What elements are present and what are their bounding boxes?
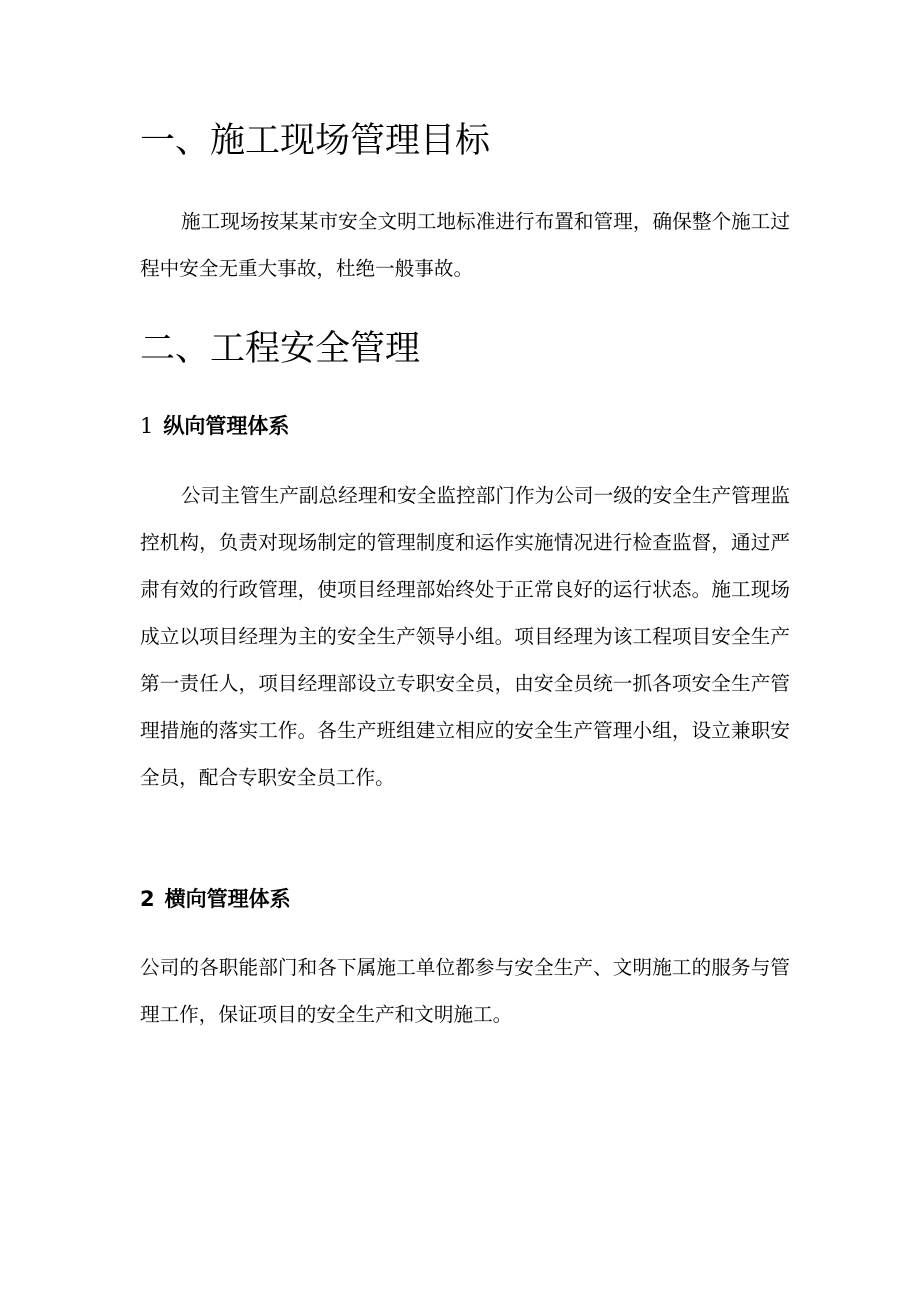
subsection-title: 横向管理体系 [164,887,291,911]
subsection-paragraph-horizontal-system: 公司的各职能部门和各下属施工单位都参与安全生产、文明施工的服务与管理工作，保证项目的安全生产和文明施工。 [140,956,790,1026]
subsection-heading-vertical-system [140,411,790,441]
subsection-paragraph-vertical-system: 公司主管生产副总经理和安全监控部门作为公司一级的安全生产管理监控机构，负责对现场制定的管理制度和运作实施情况进行检查监督，通过严肃有效的行政管理，使项目经理部始终处于正常良好的运行状态。施工现场成立以项目经理为主的安全生产领导小组。项目经理为该工程项目安全生产第一责任人，项目经理部设立专职安全员，由安全员统一抓各项安全生产管理措施的落实工作。各生产班组建立相应的安全生产管理小组，设立兼职安全员，配合专职安全员工作。 [140,484,790,789]
section-paragraph-site-management-goal: 施工现场按某某市安全文明工地标准进行布置和管理，确保整个施工过程中安全无重大事故，杜绝一般事故。 [140,210,790,280]
subsection-heading-horizontal-system [140,884,790,914]
subsection-number: 2 [140,887,155,911]
section-heading-safety-management: 二、工程安全管理 [140,329,421,369]
subsection-number: 1 [140,414,154,438]
section-heading-site-management-goal: 一、施工现场管理目标 [140,121,491,161]
subsection-title: 纵向管理体系 [163,414,290,438]
